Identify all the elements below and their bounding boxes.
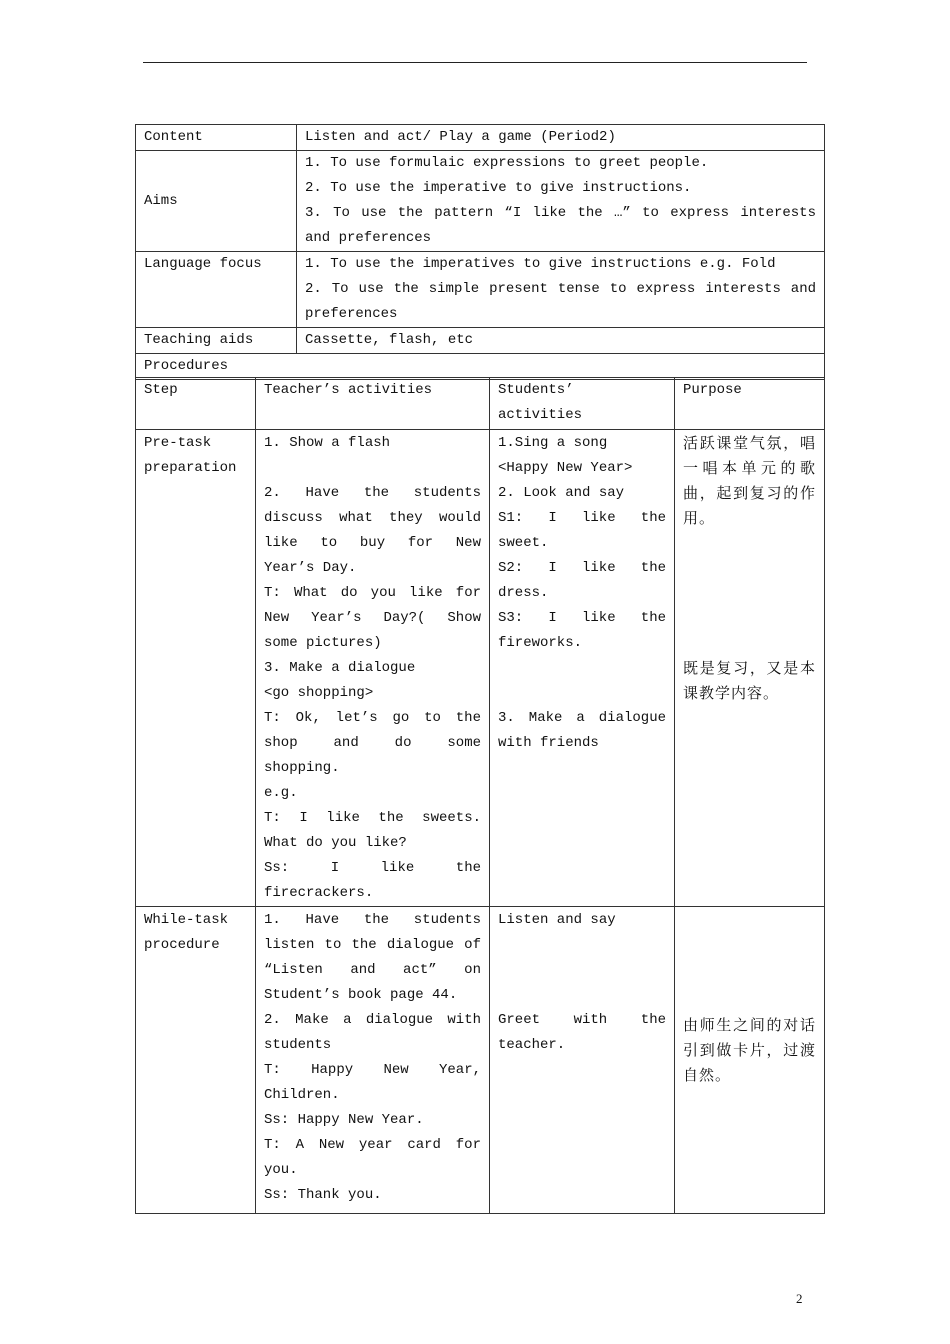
pre-task-students [490,430,675,907]
pre-task-row [136,430,825,907]
students-line: <Happy New Year> [498,460,633,476]
teacher-line: 2. Make a dialogue with students [264,1012,481,1053]
purpose-text: 由师生之间的对话引到做卡片，过渡自然。 [683,1016,816,1084]
while-task-students [490,907,675,1214]
students-line: 3. Make a dialogue with friends [498,710,666,751]
teacher-line: T: Ok, let’s go to the shop and do some shopping. [264,710,481,776]
procedures-header-row [136,378,825,430]
teacher-line: Ss: Happy New Year. [264,1112,424,1128]
pre-task-teacher [256,430,490,907]
while-task-step: While-task procedure [136,907,256,1214]
page-number: 2 [796,1291,803,1306]
teacher-line: 1. Have the students listen to the dialogue of “Listen and act” on Student’s book page 44. [264,912,481,1003]
content-label: Content [136,125,297,151]
header-teacher: Teacher’s activities [256,378,490,430]
header-purpose: Purpose [675,378,825,430]
focus-item: 2. To use the simple present tense to express interests and preferences [305,281,816,322]
teacher-line: T: A New year card for you. [264,1137,481,1178]
students-line: Greet with the teacher. [498,1012,666,1053]
teacher-line: Ss: I like the firecrackers. [264,860,481,901]
teacher-line [264,456,481,481]
aids-value: Cassette, flash, etc [297,328,825,354]
aids-label: Teaching aids [136,328,297,354]
procedures-table [135,377,825,1214]
procedures-label: Procedures [136,354,825,380]
students-line: 1.Sing a song [498,435,608,451]
teacher-line: T: Happy New Year, Children. [264,1062,481,1103]
focus-row [136,252,825,328]
content-row [136,125,825,151]
students-line: S1: I like the sweet. [498,510,666,551]
header-rule [143,62,807,63]
header-step: Step [136,378,256,430]
aim-item: 1. To use formulaic expressions to greet people. [305,155,709,171]
aims-list [297,151,825,252]
focus-list [297,252,825,328]
focus-label: Language focus [136,252,297,328]
while-task-row [136,907,825,1214]
aims-label: Aims [136,151,297,252]
students-spacer [498,933,666,1008]
aids-row [136,328,825,354]
teacher-line: <go shopping> [264,685,374,701]
pre-task-step: Pre-task preparation [136,430,256,907]
purpose-text: 活跃课堂气氛，唱一唱本单元的歌曲，起到复习的作用。 [683,434,816,527]
teacher-line: 2. Have the students discuss what they would like to buy for New Year’s Day. [264,485,481,576]
students-line: S2: I like the dress. [498,560,666,601]
pre-task-purpose [675,430,825,907]
aim-item: 3. To use the pattern “I like the …” to express interests and preferences [305,205,816,246]
purpose-spacer [683,531,816,656]
lesson-info-table [135,124,825,380]
students-line [498,681,666,706]
purpose-text: 既是复习，又是本课教学内容。 [683,659,816,702]
teacher-line: 1. Show a flash [264,435,391,451]
students-line [498,656,666,681]
teacher-line: Ss: Thank you. [264,1187,382,1203]
teacher-line: T: I like the sweets. What do you like? [264,810,481,851]
students-line: S3: I like the fireworks. [498,610,666,651]
aim-item: 2. To use the imperative to give instructions. [305,180,692,196]
students-line: 2. Look and say [498,485,625,501]
teacher-line: T: What do you like for New Year’s Day?( Show some pictures) [264,585,481,651]
aims-row [136,151,825,252]
header-students: Students’ activities [490,378,675,430]
focus-item: 1. To use the imperatives to give instructions e.g. Fold [305,256,776,272]
procedures-row [136,354,825,380]
teacher-line: 3. Make a dialogue [264,660,416,676]
students-line: Listen and say [498,912,616,928]
teacher-line: e.g. [264,785,298,801]
while-task-purpose [675,907,825,1214]
content-value: Listen and act/ Play a game (Period2) [297,125,825,151]
while-task-teacher [256,907,490,1214]
